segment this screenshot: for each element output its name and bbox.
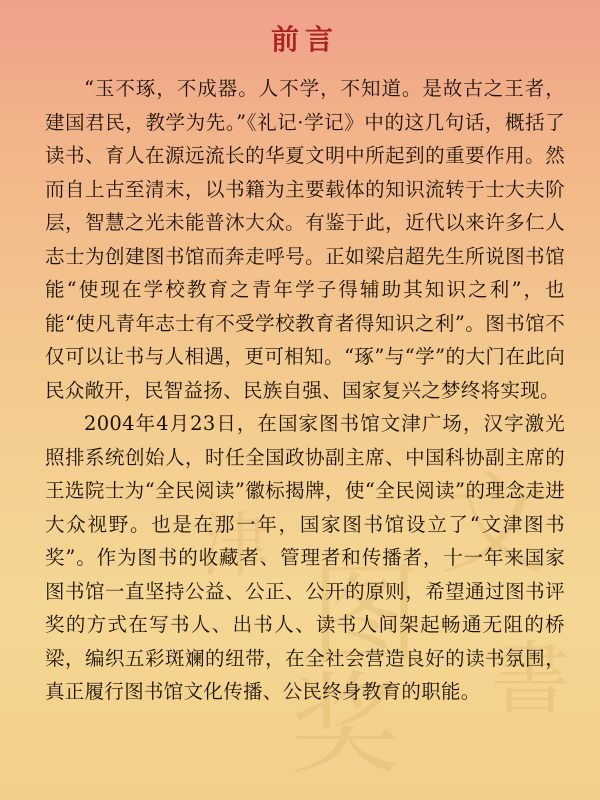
watermark-char: 图 bbox=[310, 551, 420, 679]
paragraph-2: 2004年4月23日，在国家图书馆文津广场，汉字激光照排系统创始人，时任全国政协副主席、中国科协副主席的王选院士为“全民阅读”徽标揭牌，使“全民阅读”的理念走进大众视野。也是在那一年，国家图书馆设立了“文津图书奖”。作为图书的收藏者、管理者和传播者，十一年来国家图书馆一直坚持公益、公正、公开的原则，希望通过图书评奖的方式在写书人、出书人、读书人间架起畅通无阻的桥梁，编织五彩斑斓的纽带，在全社会营造良好的读书氛围，真正履行图书馆文化传播、公民终身教育的职能。 bbox=[45, 412, 565, 703]
preface-page bbox=[45, 22, 565, 709]
page-title: 前言 bbox=[270, 23, 339, 56]
watermark-char: 書 bbox=[490, 633, 570, 726]
paragraph-1: “玉不琢，不成器。人不学，不知道。是故古之王者，建国君民，教学为先。”《礼记·学记》中的这几句话，概括了读书、育人在源远流长的华夏文明中所起到的重要作用。然而自上古至清末，以书籍为主要载体的知识流转于士大夫阶层，智慧之光未能普沐大众。有鉴于此，近代以来许多仁人志士为创建图书馆而奔走呼号。正如梁启超先生所说图书馆能“使现在学校教育之青年学子得辅助其知识之利”，也能“使凡青年志士有不受学校教育者得知识之利”。图书馆不仅可以让书与人相遇，更可相知。“琢”与“学”的大门在此向民众敞开，民智益扬、民族自强、国家复兴之梦终将实现。 bbox=[45, 77, 565, 402]
watermark-char: 津 bbox=[200, 504, 270, 586]
watermark-char: 奖 bbox=[290, 661, 400, 789]
watermark-char: 文 bbox=[440, 461, 550, 589]
